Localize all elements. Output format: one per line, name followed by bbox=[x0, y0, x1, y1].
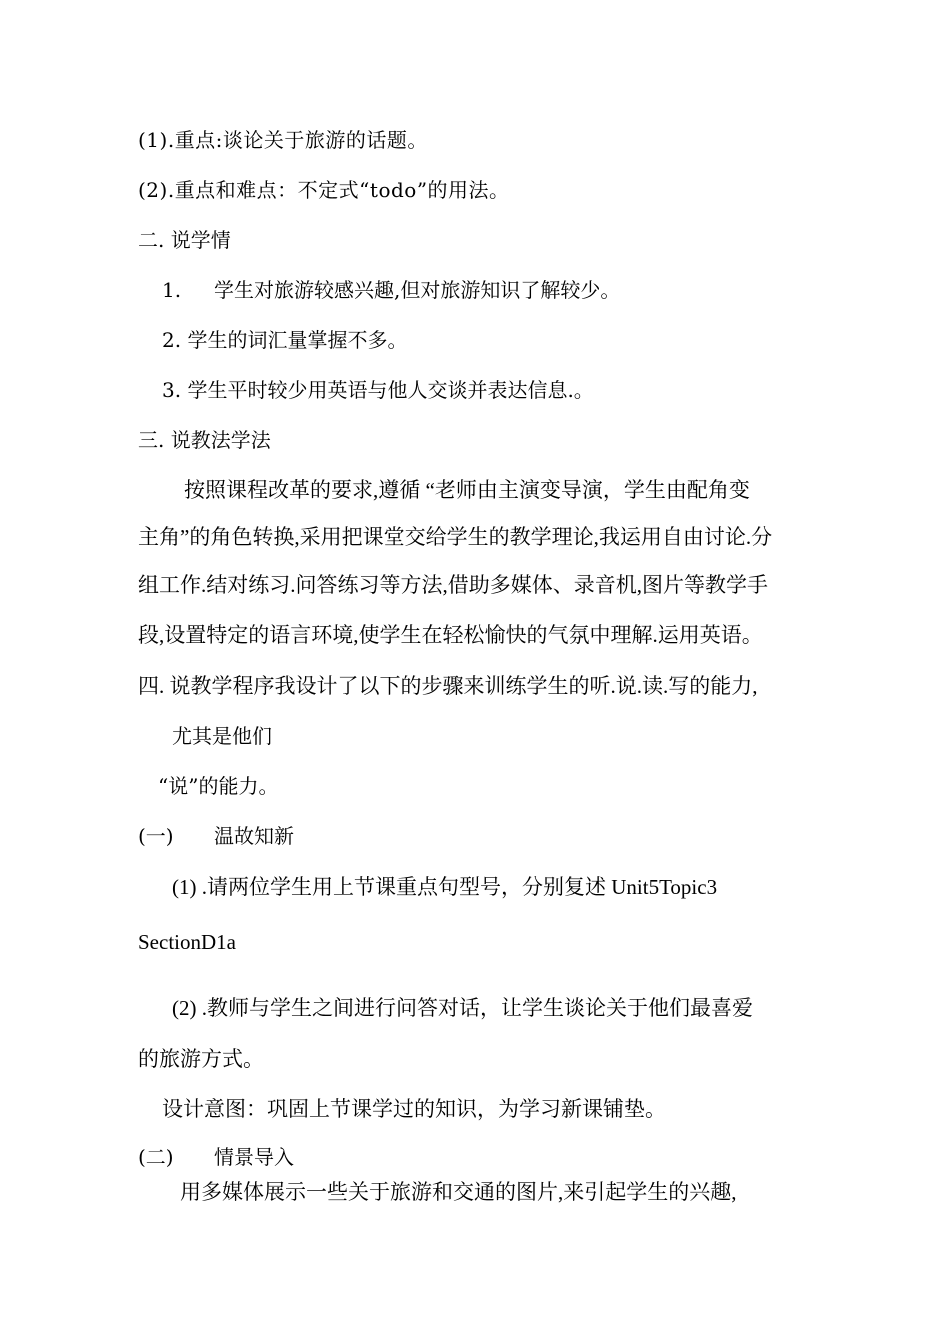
list-item-number: 1. bbox=[162, 278, 182, 302]
section-heading-3: 三. 说教法学法 bbox=[138, 428, 271, 452]
section-heading-4: 四. 说教学程序我设计了以下的步骤来训练学生的听.说.读.写的能力, bbox=[138, 674, 758, 698]
paragraph-line: 按照课程改革的要求,遵循 “老师由主演变导演，学生由配角变 bbox=[184, 478, 750, 502]
paragraph-line: “说”的能力。 bbox=[158, 774, 279, 798]
step-item: (1) .请两位学生用上节课重点句型号，分别复述 Unit5Topic3 bbox=[172, 875, 718, 899]
design-intent: 设计意图：巩固上节课学过的知识，为学习新课铺垫。 bbox=[162, 1097, 666, 1121]
list-item-text: 学生对旅游较感兴趣,但对旅游知识了解较少。 bbox=[214, 278, 621, 302]
paragraph-line: 主角”的角色转换,采用把课堂交给学生的教学理论,我运用自由讨论.分 bbox=[138, 525, 773, 549]
step-item: (2) .教师与学生之间进行问答对话，让学生谈论关于他们最喜爱 bbox=[172, 996, 753, 1020]
key-point-2: (2).重点和难点：不定式“todo”的用法。 bbox=[138, 178, 510, 202]
paragraph-line: 段,设置特定的语言环境,使学生在轻松愉快的气氛中理解.运用英语。 bbox=[138, 623, 763, 647]
subsection-number: (一) bbox=[138, 824, 174, 848]
paragraph-line: 用多媒体展示一些关于旅游和交通的图片,来引起学生的兴趣, bbox=[180, 1180, 737, 1204]
paragraph-line: 组工作.结对练习.问答练习等方法,借助多媒体、录音机,图片等教学手 bbox=[138, 573, 768, 597]
step-item-continuation: 的旅游方式。 bbox=[138, 1047, 264, 1071]
step-item-continuation: SectionD1a bbox=[138, 930, 236, 954]
subsection-title: 温故知新 bbox=[214, 824, 294, 848]
subsection-number: (二) bbox=[138, 1145, 174, 1169]
list-item: 3. 学生平时较少用英语与他人交谈并表达信息.。 bbox=[162, 378, 594, 402]
subsection-title: 情景导入 bbox=[214, 1145, 294, 1169]
list-item: 2. 学生的词汇量掌握不多。 bbox=[162, 328, 408, 352]
key-point-1: (1).重点:谈论关于旅游的话题。 bbox=[138, 128, 428, 152]
section-heading-2: 二. 说学情 bbox=[138, 228, 231, 252]
paragraph-line: 尤其是他们 bbox=[172, 724, 272, 748]
